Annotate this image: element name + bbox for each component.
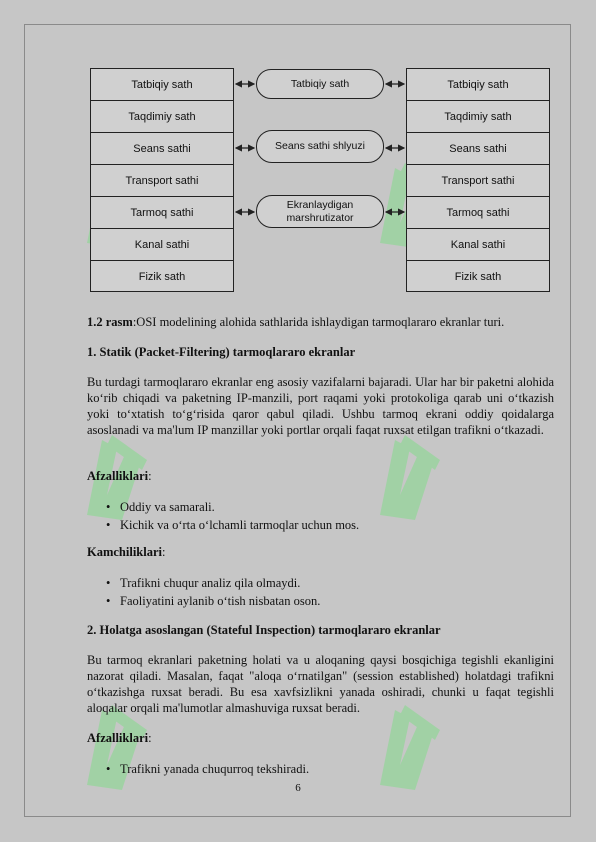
left-layer-7: Fizik sath (138, 271, 186, 283)
list-item: • Trafikni yanada chuqurroq tekshiradi. (120, 760, 554, 778)
list-item: • Faoliyatini aylanib oʻtish nisbatan oson. (120, 592, 554, 610)
section1-paragraph: Bu turdagi tarmoqlararo ekranlar eng asosiy vazifalarni bajaradi. Ular har bir paketni alohida koʻrib chiqadi va paketning IP-manzili, port raqami yoki protokoliga qarab uni oʻtkazish yoki toʻxtatish toʻgʻrisida qaror qabul qiladi. Ushbu tarmoq ekrani oddiy qoidalarga asoslanadi va ma'lum IP manzillar yoki portlar orqali faqat ruxsat etilgan trafikni oʻtkazadi. (87, 375, 554, 437)
right-layer-5: Tarmoq sathi (407, 197, 549, 229)
section1-advantages-list (87, 498, 554, 534)
right-layer-1: Tatbiqiy sath (407, 69, 549, 101)
left-layer-5: Tarmoq sathi (91, 197, 233, 229)
gateway-router: Ekranlaydigan marshrutizator (256, 195, 384, 228)
section2-paragraph: Bu tarmoq ekranlari paketning holati va u aloqaning qaysi bosqichiga tegishli ekanligini nazorat qiladi. Masalan, faqat "aloqa oʻrnatilgan" (session established) holatdagi trafikni oʻtkazishga ruxsat beradi. Bu esa xavfsizlikni yanada oshiradi, chunki u faqat tegishli aloqalar orqali ma'lumotlar almashuviga ruxsat beradi. (87, 653, 554, 715)
left-layer-3: Seans sathi (91, 133, 233, 165)
right-layer-6: Kanal sathi (407, 229, 549, 261)
left-layer-6: Kanal sathi (91, 229, 233, 261)
section2-advantages-list (87, 760, 554, 778)
connector-arrows (90, 68, 550, 294)
section1-disadvantages-list (87, 574, 554, 610)
figure-caption (87, 314, 554, 330)
caption-text: :OSI modelining alohida sathlarida ishlaydigan tarmoqlararo ekranlar turi. (132, 315, 505, 329)
osi-gateway-diagram (90, 68, 550, 294)
right-layer-2: Taqdimiy sath (407, 101, 549, 133)
left-layer-4: Transport sathi (91, 165, 233, 197)
page-number: 6 (295, 782, 301, 794)
section1-disadvantages-label: Kamchiliklari: (87, 545, 166, 559)
list-item: • Trafikni chuqur analiz qila olmaydi. (120, 574, 554, 592)
list-item: • Oddiy va samarali. (120, 498, 554, 516)
section1-heading: 1. Statik (Packet-Filtering) tarmoqlararo ekranlar (87, 345, 356, 359)
right-layer-7: Fizik sath (454, 271, 502, 283)
list-item: • Kichik va oʻrta oʻlchamli tarmoqlar uchun mos. (120, 516, 554, 534)
right-layer-3: Seans sathi (407, 133, 549, 165)
gateway-application: Tatbiqiy sath (256, 69, 384, 99)
right-layer-4: Transport sathi (407, 165, 549, 197)
left-layer-1: Tatbiqiy sath (91, 69, 233, 101)
left-layer-2: Taqdimiy sath (91, 101, 233, 133)
section2-advantages-label: Afzalliklari: (87, 731, 152, 745)
caption-label: 1.2 rasm (87, 315, 133, 329)
section2-heading: 2. Holatga asoslangan (Stateful Inspection) tarmoqlararo ekranlar (87, 623, 441, 637)
gateway-session: Seans sathi shlyuzi (256, 130, 384, 163)
section1-advantages-label: Afzalliklari: (87, 469, 152, 483)
